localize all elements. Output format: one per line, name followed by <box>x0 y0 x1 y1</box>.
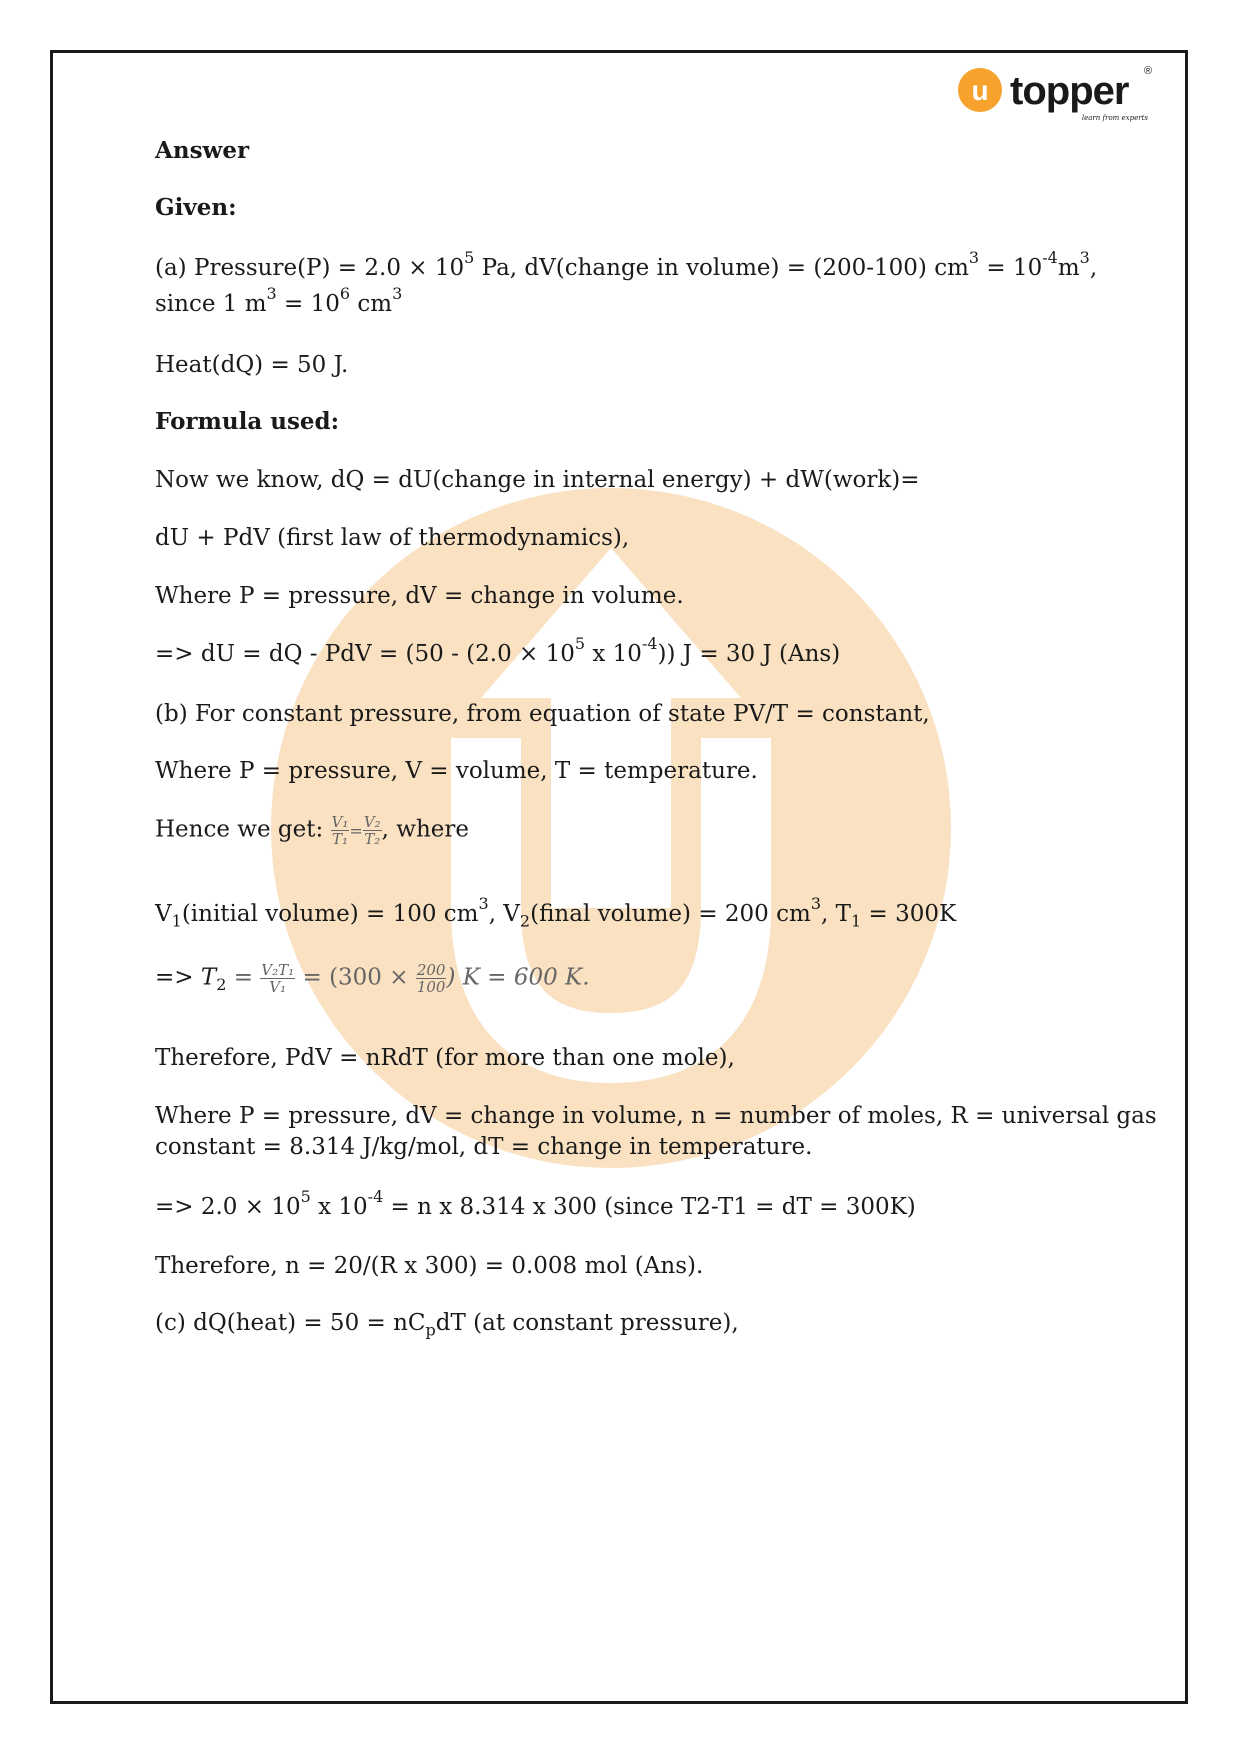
given-heading: Given: <box>155 194 237 221</box>
registered-mark: ® <box>1144 65 1153 77</box>
final-temperature-equation: => $T_2$ = $\frac{\text{V₂T₁}}{\text{V₁}}$ = (300 × $\frac{200}{100}$ ) K = 600 K. <box>155 961 590 996</box>
logo-wordmark: topper <box>1010 69 1129 113</box>
given-volumes-line: $V_1(initial$ volume) = 100 $cm^3$, $V_2(final$ volume) = 200 $cm^3$, $T_1 = 300K$ <box>155 894 957 931</box>
first-law-line-1: Now we know, dQ = dU(change in internal energy) + dW(work)= <box>155 467 920 493</box>
logo-letter: u <box>971 75 989 106</box>
answer-heading: Answer <box>155 137 250 164</box>
volume-ratio-fraction: $\frac{200}{100}$ <box>416 961 446 996</box>
moles-equation-line: => $2.0 \times 10^5$ x $10^{-4} = n$ x 8.314 x 300 (since T2-T1 = dT = 300K) <box>155 1187 916 1220</box>
first-law-line-2: dU + PdV (first law of thermodynamics), <box>155 525 630 551</box>
work-equation-line: Therefore, PdV = nRdT (for more than one mole), <box>155 1045 735 1071</box>
formula-heading: Formula used: <box>155 408 340 435</box>
ratio-fraction-1: $\frac{\text{V₁}}{\text{T₁}}$ <box>331 813 349 848</box>
variable-definitions-3b: constant = 8.314 J/kg/mol, dT = change in temperature. <box>155 1134 813 1160</box>
given-pressure-line: (a) Pressure(P) = $2.0 \times 10^5$ Pa, dV(change in volume) = (200-100) $cm^3 = 10^{-4}m^3$, <box>155 248 1098 281</box>
part-c-line: (c) dQ(heat) = $50 = nC_pdT$ (at constant pressure), <box>155 1310 739 1340</box>
moles-result-line: Therefore, n = 20/(R x 300) = 0.008 mol (Ans). <box>155 1253 704 1279</box>
ratio-fraction-2: $\frac{\text{V₂}}{\text{T₂}}$ <box>363 813 381 848</box>
heat-line: Heat(dQ) = 50 J. <box>155 352 349 378</box>
variable-definitions-3a: Where P = pressure, dV = change in volume, n = number of moles, R = universal gas <box>155 1103 1157 1129</box>
part-b-line: (b) For constant pressure, from equation of state PV/T = constant, <box>155 701 930 727</box>
variable-definitions-1: Where P = pressure, dV = change in volume. <box>155 583 684 609</box>
logo-tagline: learn from experts <box>1081 114 1148 122</box>
unit-conversion-line: since 1 $m^3 = 10^6$ $cm^3$ <box>155 284 403 317</box>
internal-energy-result: => dU = dQ - PdV = ($50 - (2.0 \times 10^5$ x $10^{-4}$)) J = 30 J (Ans) <box>155 634 841 667</box>
temperature-fraction: $\frac{\text{V₂T₁}}{\text{V₁}}$ <box>261 961 295 996</box>
variable-definitions-2: Where P = pressure, V = volume, T = temperature. <box>155 758 758 784</box>
volume-temperature-ratio: Hence we get: $\frac{\text{V₁}}{\text{T₁}}$ = $\frac{\text{V₂}}{\text{T₂}}$ , where <box>155 813 470 848</box>
brand-logo <box>958 64 1154 126</box>
